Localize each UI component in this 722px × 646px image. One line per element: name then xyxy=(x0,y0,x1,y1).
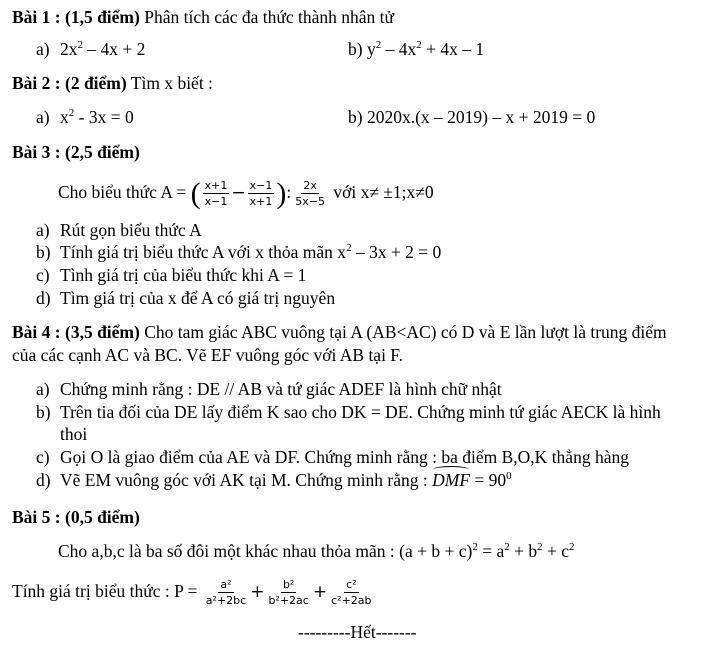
bai2-prompt: Tìm x biết : xyxy=(130,73,213,93)
bai3-item-c: c) Tình giá trị của biểu thức khi A = 1 xyxy=(36,265,307,285)
bai2-a: a) $x^2 - 3x = 0$ xyxy=(36,107,134,127)
bai3-item-d: d) Tìm giá trị của x để A có giá trị nguyên xyxy=(36,288,336,308)
item-label: b) xyxy=(348,107,363,127)
item-label: a) xyxy=(36,39,50,59)
fraction: $\frac{\text{b²}}{\text{b²+2ac}}$ xyxy=(268,578,309,608)
bai3-title: Bài 3 : (2,5 điểm) xyxy=(12,142,140,162)
bai5-compute: Tính giá trị biểu thức : P = $\frac{\text{a²}}{\text{a²+2bc}}$ + $\frac{\text{b²}}{\text{b²+2ac}}$ + $\frac{\text{c²}}{\text{c²+2ab}}$ xyxy=(12,578,372,608)
left-paren: ( xyxy=(190,176,201,210)
bai3-expression: Cho biểu thức A = ( $\frac{x+1}{x-1}$ − $\frac{x-1}{x+1}$ ): $\frac{2x}{5x-5}$ với x≠ ±1;x≠0 xyxy=(58,176,434,210)
fraction: $\frac{x-1}{x+1}$ xyxy=(249,179,273,209)
bai2-b: b) 2020x.(x – 2019) – x + 2019 = 0 xyxy=(348,107,596,127)
bai2-title: Bài 2 : (2 điểm) xyxy=(12,73,127,93)
angle-dmf: DMF xyxy=(432,470,471,490)
bai5-title: Bài 5 : (0,5 điểm) xyxy=(12,507,140,527)
bai4-item-b: b) Trên tia đối của DE lấy điểm K sao cho DK = DE. Chứng minh tứ giác AECK là hình xyxy=(36,402,661,422)
fraction: $\frac{2x}{5x-5}$ xyxy=(295,179,325,209)
bai3-item-b: b) Tính giá trị biểu thức A với x thỏa mãn $x^2 - 3x + 2 = 0$ xyxy=(36,242,442,262)
item-label: a) xyxy=(36,107,50,127)
fraction: $\frac{x+1}{x-1}$ xyxy=(204,179,228,209)
bai1-title: Bài 1 : (1,5 điểm) xyxy=(12,7,140,27)
bai4-item-d: d) Vẽ EM vuông góc với AK tại M. Chứng minh rằng : DMF = $90^0$ xyxy=(36,470,512,490)
right-paren: ) xyxy=(276,176,287,210)
bai2-heading xyxy=(12,72,213,94)
item-label: b) xyxy=(348,39,363,59)
bai3-heading xyxy=(12,141,140,163)
bai1-a: a) $2x^2 - 4x + 2$ xyxy=(36,39,146,59)
bai1-b: b) $y^2 - 4x^2 + 4x - 1$ xyxy=(348,39,485,59)
fraction: $\frac{\text{a²}}{\text{a²+2bc}}$ xyxy=(205,578,247,608)
bai4-title: Bài 4 : (3,5 điểm) xyxy=(12,322,140,342)
bai4-item-c: c) Gọi O là giao điểm của AE và DF. Chứng minh rằng : ba điểm B,O,K thẳng hàng xyxy=(36,447,629,467)
bai4-item-b-cont: thoi xyxy=(60,424,88,444)
bai1-heading xyxy=(12,6,394,28)
bai5-given: Cho a,b,c là ba số đôi một khác nhau thỏa mãn : $(a + b + c)^2 = a^2 + b^2 + c^2$ xyxy=(58,541,575,561)
bai5-heading xyxy=(12,506,140,528)
bai4-heading: Bài 4 : (3,5 điểm) Cho tam giác ABC vuông tại A (AB<AC) có D và E lần lượt là trung điểm xyxy=(12,322,667,342)
fraction: $\frac{\text{c²}}{\text{c²+2ab}}$ xyxy=(331,578,372,608)
end-mark: ---------Hết------- xyxy=(298,622,417,642)
condition: với x≠ ±1;x≠0 xyxy=(333,182,434,202)
bai4-prompt-line2: của các cạnh AC và BC. Vẽ EF vuông góc với AB tại F. xyxy=(12,345,404,365)
bai1-prompt: Phân tích các đa thức thành nhân tử xyxy=(144,7,395,27)
bai4-item-a: a) Chứng minh rằng : DE // AB và tứ giác ADEF là hình chữ nhật xyxy=(36,379,502,399)
bai3-item-a: a) Rút gọn biểu thức A xyxy=(36,220,202,240)
